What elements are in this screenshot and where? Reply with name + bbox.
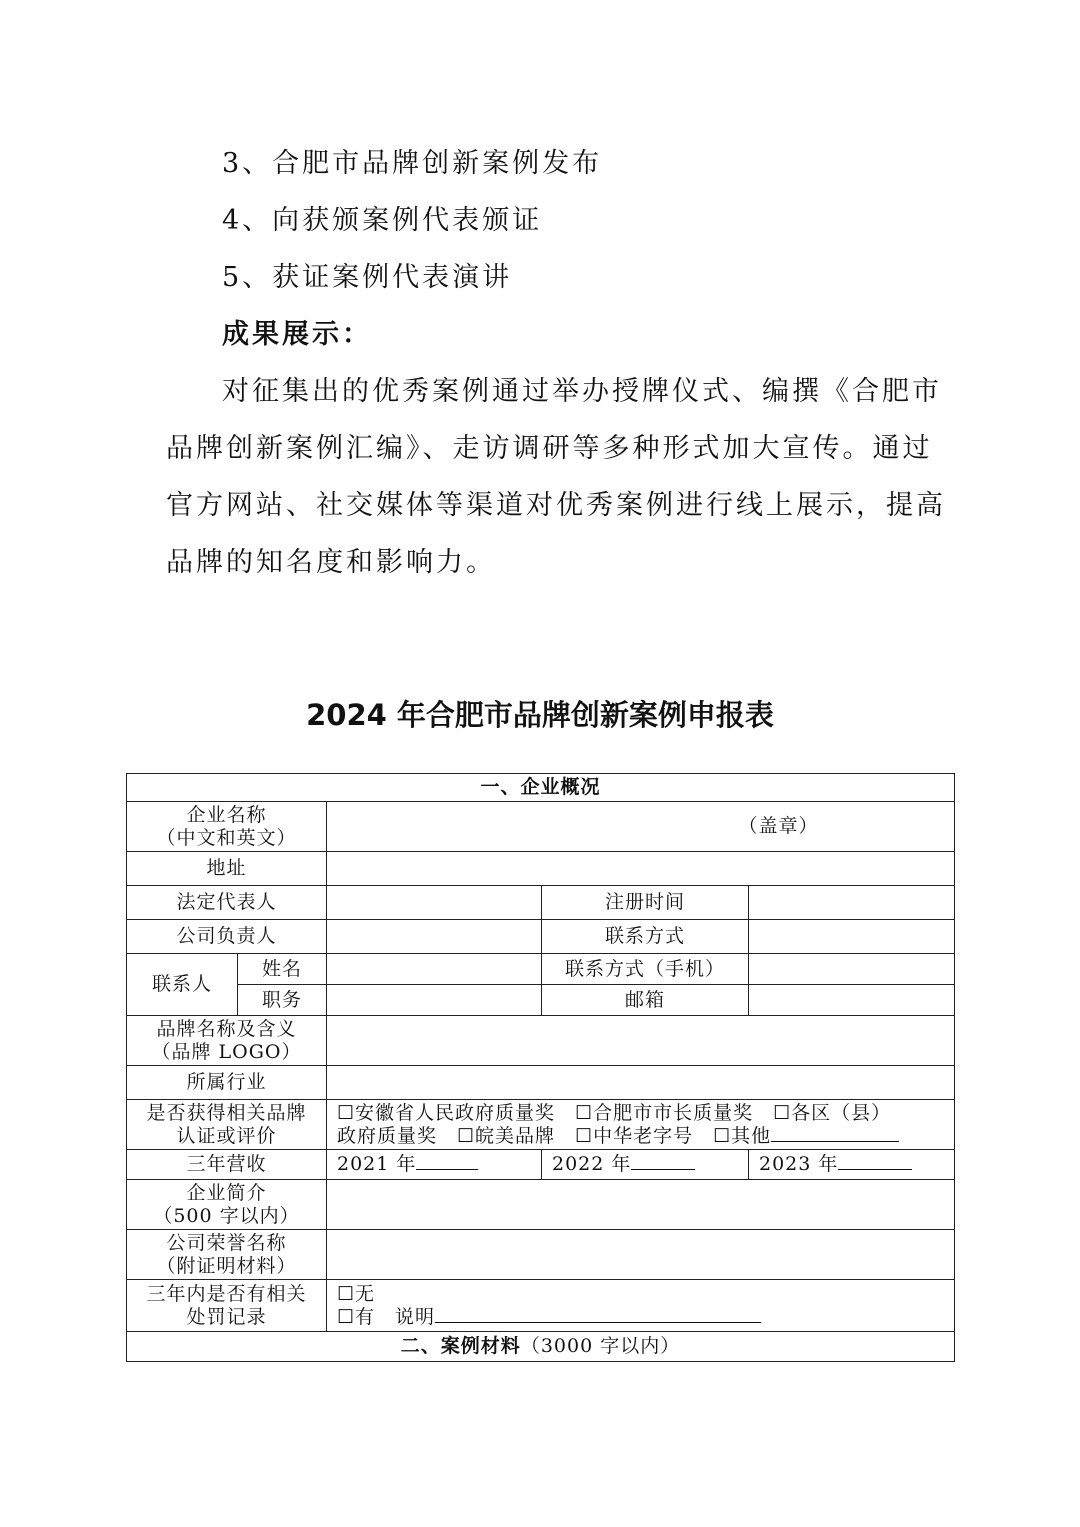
contact-position-field[interactable] [327,985,542,1016]
contact-mobile-field[interactable] [749,954,955,985]
industry-label: 所属行业 [127,1066,327,1100]
body-line-3: 官方网站、社交媒体等渠道对优秀案例进行线上展示，提高 [166,490,946,521]
section-1-header: 一、企业概况 [127,774,955,802]
legal-rep-label: 法定代表人 [127,886,327,920]
contact-mobile-label: 联系方式（手机） [542,954,749,985]
company-name-label: 企业名称 （中文和英文） [127,802,327,852]
contact-name-field[interactable] [327,954,542,985]
revenue-label: 三年营收 [127,1150,327,1180]
certification-options[interactable] [327,1100,955,1150]
revenue-2021[interactable]: 2021 年 [327,1150,542,1180]
penalty-yes-option[interactable]: ☐有 说明 [337,1305,436,1328]
penalty-none-option[interactable]: ☐无 [337,1282,376,1305]
form-title: 2024 年合肥市品牌创新案例申报表 [306,698,774,732]
company-name-field[interactable] [327,802,955,852]
address-label: 地址 [127,852,327,886]
certification-label: 是否获得相关品牌 认证或评价 [127,1100,327,1150]
contact-person-label: 联系人 [127,954,238,1016]
penalty-label: 三年内是否有相关 处罚记录 [127,1280,327,1332]
intro-field[interactable] [327,1180,955,1230]
manager-field[interactable] [327,920,542,954]
body-line-2: 品牌创新案例汇编》、走访调研等多种形式加大宣传。通过 [166,433,933,464]
contact-method-field[interactable] [749,920,955,954]
email-label: 邮箱 [542,985,749,1016]
list-item-3: 3、合肥市品牌创新案例发布 [222,148,603,179]
contact-position-label: 职务 [238,985,327,1016]
reg-time-field[interactable] [749,886,955,920]
contact-name-label: 姓名 [238,954,327,985]
reg-time-label: 注册时间 [542,886,749,920]
intro-label: 企业简介 （500 字以内） [127,1180,327,1230]
honor-label: 公司荣誉名称 （附证明材料） [127,1230,327,1280]
address-field[interactable] [327,852,955,886]
section-2-header: 二、案例材料（3000 字以内） [127,1332,955,1362]
section-heading: 成果展示： [222,319,372,350]
penalty-explain-blank[interactable] [435,1306,761,1323]
body-line-1: 对征集出的优秀案例通过举办授牌仪式、编撰《合肥市 [222,376,942,407]
honor-field[interactable] [327,1230,955,1280]
penalty-options[interactable] [327,1280,955,1332]
revenue-2023[interactable]: 2023 年 [749,1150,955,1180]
industry-field[interactable] [327,1066,955,1100]
seal-note: （盖章） [738,815,819,837]
manager-label: 公司负责人 [127,920,327,954]
list-item-4: 4、向获颁案例代表颁证 [222,205,543,236]
body-line-4: 品牌的知名度和影响力。 [166,547,496,578]
email-field[interactable] [749,985,955,1016]
brand-field[interactable] [327,1016,955,1066]
legal-rep-field[interactable] [327,886,542,920]
application-form-table [126,773,955,1362]
revenue-2022[interactable]: 2022 年 [542,1150,749,1180]
contact-method-label: 联系方式 [542,920,749,954]
cert-options-line-2[interactable]: 政府质量奖 ☐皖美品牌 ☐中华老字号 ☐其他 [337,1124,772,1147]
other-blank[interactable] [771,1125,899,1142]
cert-options-line-1[interactable]: ☐安徽省人民政府质量奖 ☐合肥市市长质量奖 ☐各区（县） [337,1101,892,1124]
brand-label: 品牌名称及含义 （品牌 LOGO） [127,1016,327,1066]
list-item-5: 5、获证案例代表演讲 [222,262,513,293]
